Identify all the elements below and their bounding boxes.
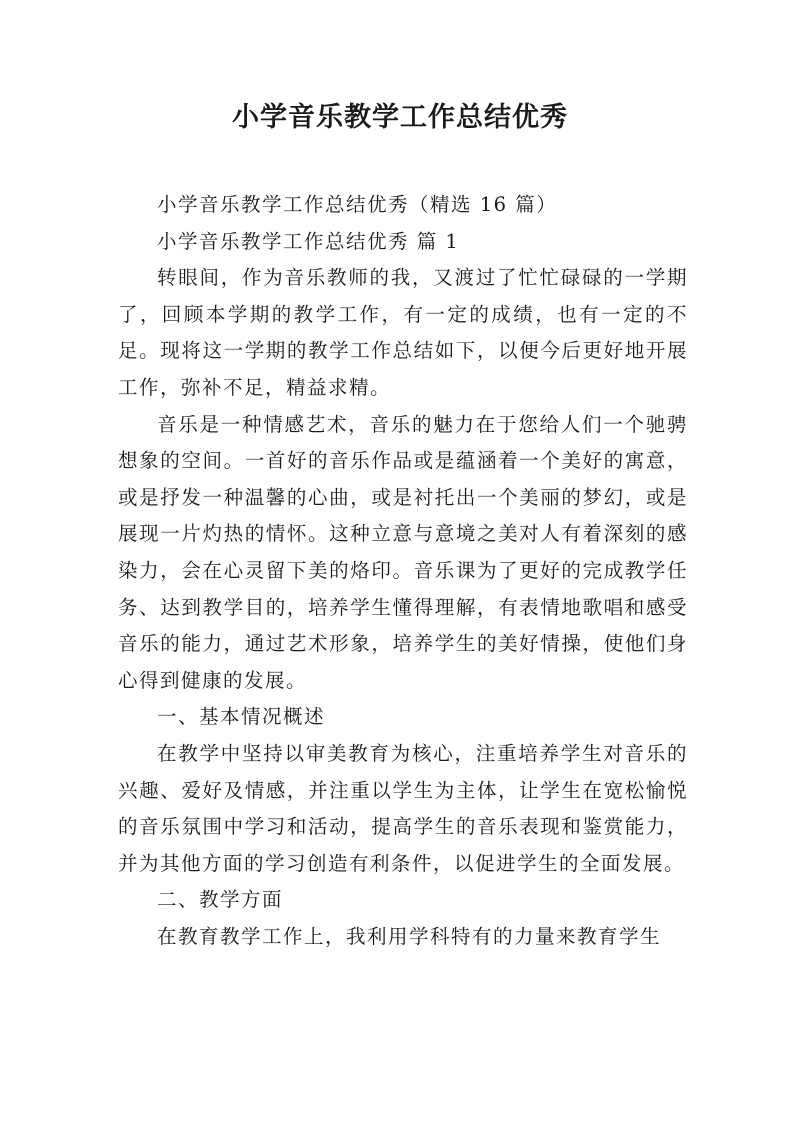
- section-heading: 小学音乐教学工作总结优秀 篇 1: [157, 229, 460, 253]
- document-subtitle: 小学音乐教学工作总结优秀（精选 16 篇）: [157, 193, 558, 216]
- paragraph-intro: 转眼间，作为音乐教师的我，又渡过了忙忙碌碌的一学期了，回顾本学期的教学工作，有一定的成绩，也有一定的不足。现将这一学期的教学工作总结如下，以便今后更好地开展工作，弥补不足，精益求精。: [118, 266, 688, 399]
- paragraph-music-art: 音乐是一种情感艺术，音乐的魅力在于您给人们一个驰骋想象的空间。一首好的音乐作品或是蕴涵着一个美好的寓意，或是抒发一种温馨的心曲，或是衬托出一个美丽的梦幻，或是展现一片灼热的情怀。这种立意与意境之美对人有着深刻的感染力，会在心灵留下美的烙印。音乐课为了更好的完成教学任务、达到教学目的，培养学生懂得理解，有表情地歌唱和感受音乐的能力，通过艺术形象，培养学生的美好情操，使他们身心得到健康的发展。: [118, 412, 688, 692]
- document-title: 小学音乐教学工作总结优秀: [232, 102, 568, 133]
- document-body: [118, 187, 688, 955]
- heading-teaching: 二、教学方面: [157, 888, 284, 912]
- paragraph-aesthetic-education: 在教学中坚持以审美教育为核心，注重培养学生对音乐的兴趣、爱好及情感，并注重以学生为主体，让学生在宽松愉悦的音乐氛围中学习和活动，提高学生的音乐表现和鉴赏能力，并为其他方面的学习创造有利条件，以促进学生的全面发展。: [118, 741, 688, 875]
- paragraph-teaching-work: 在教育教学工作上，我利用学科特有的力量来教育学生: [157, 924, 662, 948]
- heading-basic-overview: 一、基本情况概述: [157, 705, 326, 729]
